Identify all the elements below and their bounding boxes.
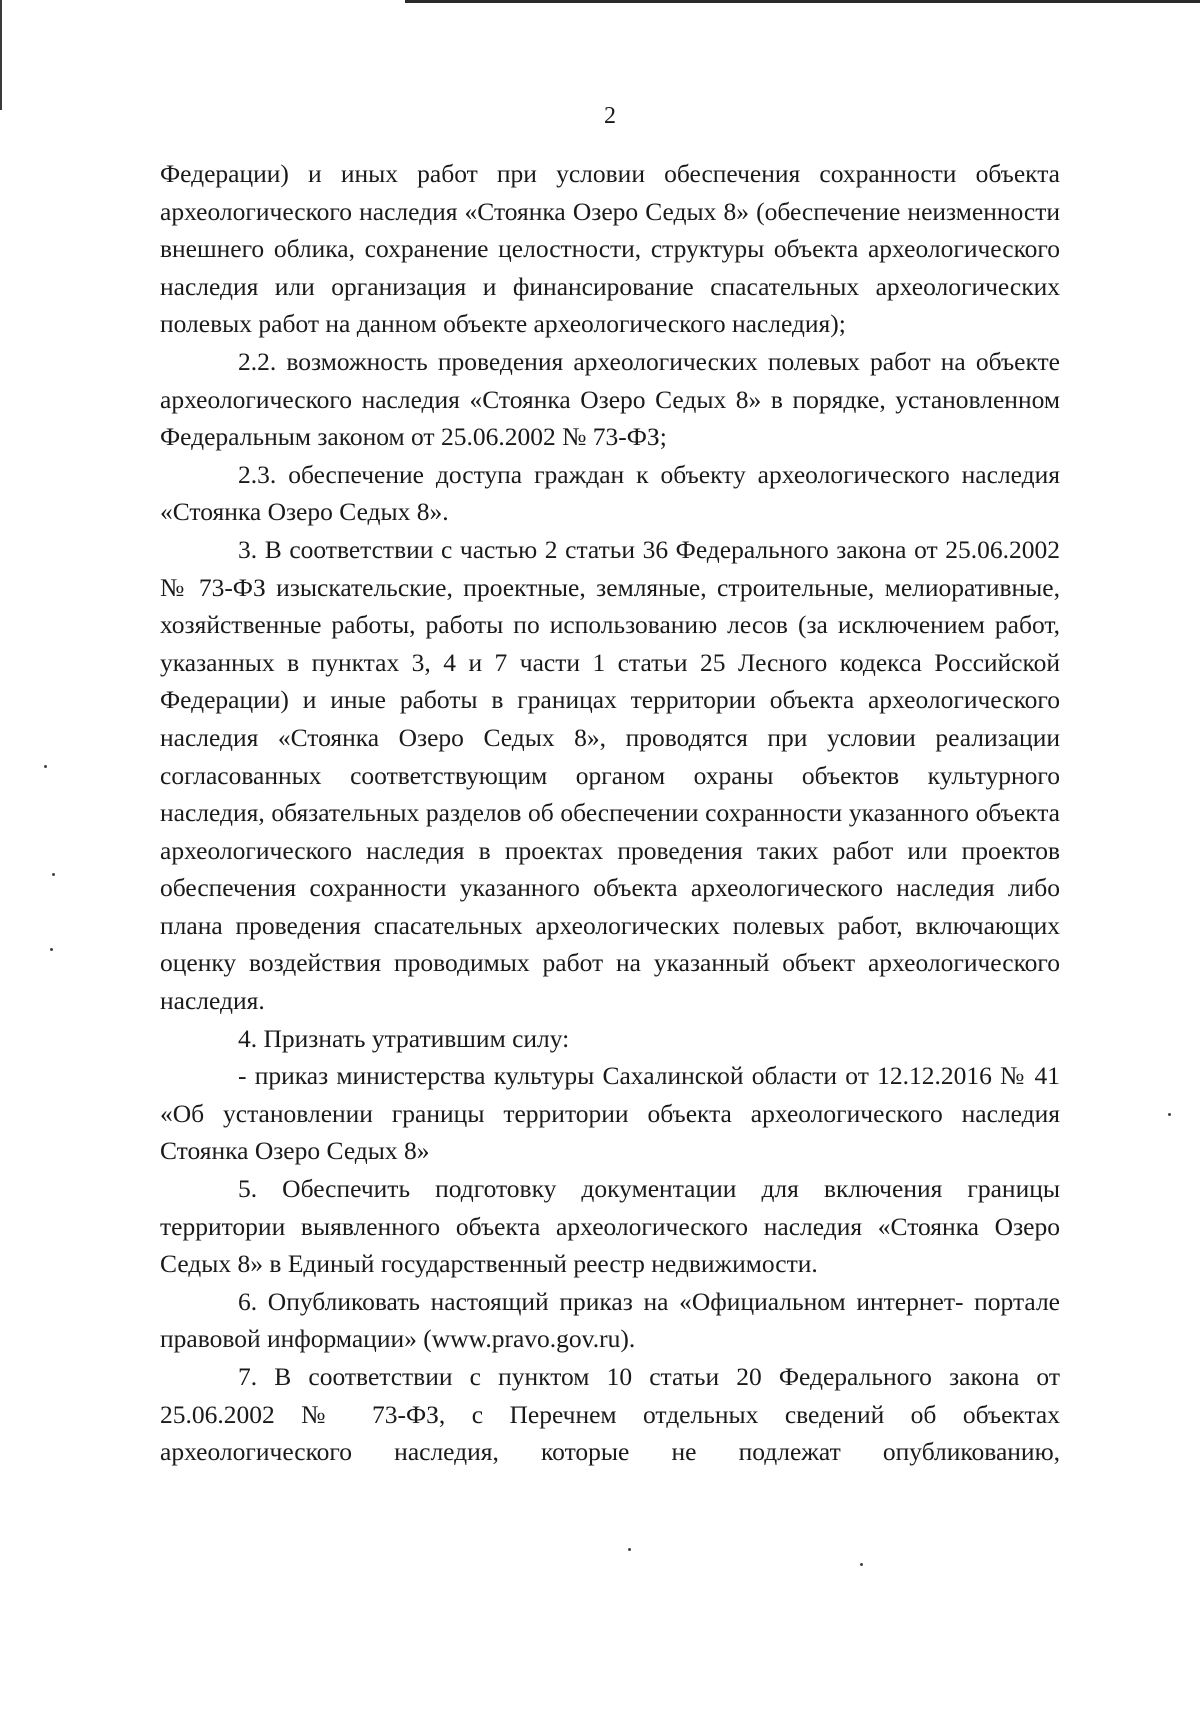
scan-speck	[50, 948, 53, 951]
document-body	[160, 155, 1060, 1471]
scan-top-rule	[405, 0, 1200, 3]
scan-speck	[52, 873, 55, 876]
scan-speck	[1168, 1113, 1171, 1116]
scan-speck	[860, 1563, 863, 1566]
paragraph-4: 4. Признать утратившим силу:	[238, 1023, 570, 1053]
scan-speck	[44, 765, 47, 768]
scan-left-edge	[0, 0, 2, 110]
paragraph-2-2: 2.2. возможность проведения археологических полевых работ на объекте археологического наследия «Стоянка Озеро Седых 8» в порядке, установленном Федеральным законом от 25.06.2002 № 73-ФЗ;	[160, 346, 1060, 452]
paragraph-continuation: Федерации) и иных работ при условии обеспечения сохранности объекта археологического наследия «Стоянка Озеро Седых 8» (обеспечение неизменности внешнего облика, сохранение целостности, структуры объекта археологического наследия или организация и финансирование спасательных археологических полевых работ на данном объекте археологического наследия);	[160, 159, 1060, 339]
paragraph-5: 5. Обеспечить подготовку документации для включения границы территории выявленного объекта археологического наследия «Стоянка Озеро Седых 8» в Единый государственный реестр недвижимости.	[160, 1174, 1060, 1279]
paragraph-6: 6. Опубликовать настоящий приказ на «Официальном интернет- портале правовой информации» (www.pravo.gov.ru).	[160, 1286, 1060, 1354]
paragraph-7: 7. В соответствии с пунктом 10 статьи 20 Федерального закона от 25.06.2002 № 73-ФЗ, с Перечнем отдельных сведений об объектах археологического наследия, которые не подлежат опубликованию,	[160, 1362, 1060, 1467]
scan-speck	[628, 1548, 631, 1551]
paragraph-4-item: - приказ министерства культуры Сахалинской области от 12.12.2016 № 41 «Об установлении границы территории объекта археологического наследия Стоянка Озеро Седых 8»	[160, 1061, 1060, 1166]
paragraph-2-3: 2.3. обеспечение доступа граждан к объекту археологического наследия «Стоянка Озеро Седых 8».	[160, 459, 1060, 527]
page-number: 2	[604, 103, 616, 129]
paragraph-3: 3. В соответствии с частью 2 статьи 36 Федерального закона от 25.06.2002 № 73-ФЗ изыскательские, проектные, земляные, строительные, мелиоративные, хозяйственные работы, работы по использованию лесов (за исключением работ, указанных в пунктах 3, 4 и 7 части 1 статьи 25 Лесного кодекса Российской Федерации) и иные работы в границах территории объекта археологического наследия «Стоянка Озеро Седых 8», проводятся при условии реализации согласованных соответствующим органом охраны объектов культурного наследия, обязательных разделов об обеспечении сохранности указанного объекта археологического наследия в проектах проведения таких работ или проектов обеспечения сохранности указанного объекта археологического наследия либо плана проведения спасательных археологических полевых работ, включающих оценку воздействия проводимых работ на указанный объект археологического наследия.	[160, 534, 1060, 1016]
